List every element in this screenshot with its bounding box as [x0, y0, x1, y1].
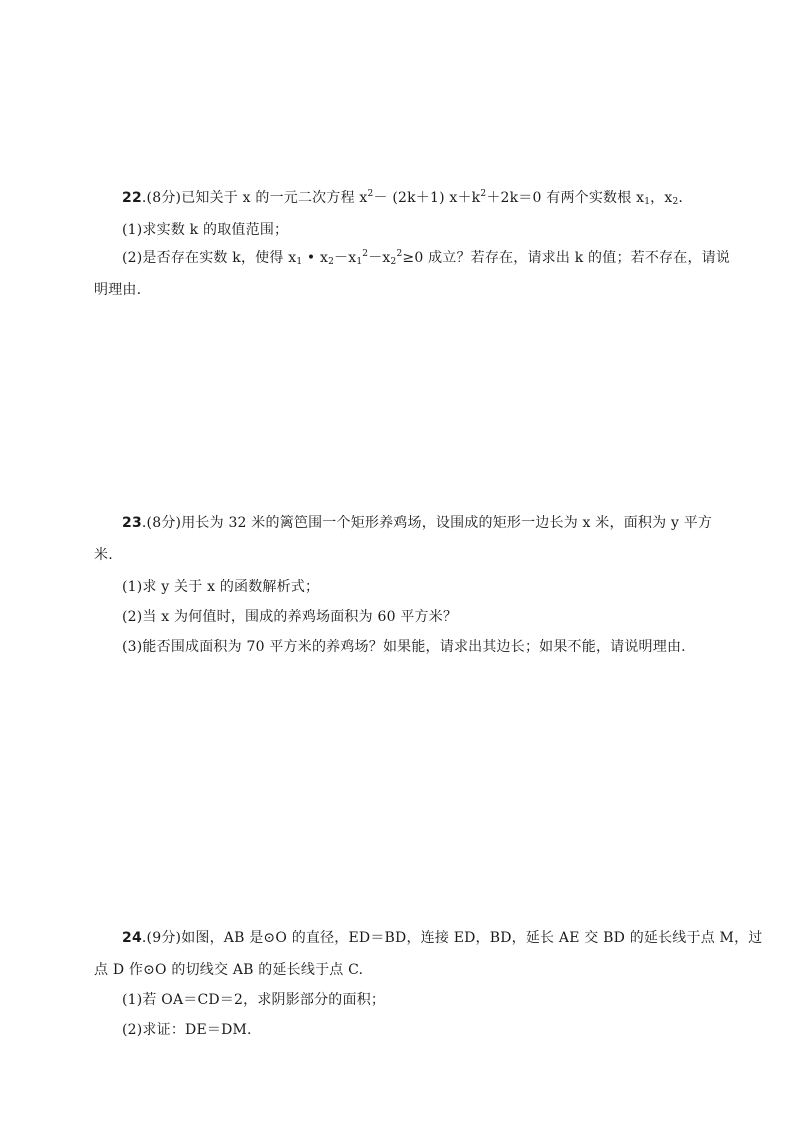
problem-22-stem: 22.(8分)已知关于 x 的一元二次方程 $x^2- (2k+1)$ $x+k^2+2k=0$ 有两个实数根 $x_1$，$x_2$.	[122, 189, 684, 207]
problem-23-stem-cont: 米.	[94, 547, 113, 563]
problem-points: (9分)	[146, 930, 182, 946]
problem-24-part-2: (2)求证：DE＝DM.	[122, 1022, 252, 1038]
problem-24-stem: 24.(9分)如图，AB 是⊙O 的直径，ED＝BD，连接 ED，BD，延长 AE 交 BD 的延长线于点 M，过	[122, 930, 763, 946]
problem-points: (8分)	[146, 190, 182, 206]
problem-number: 24	[122, 930, 142, 946]
problem-23-part-2: (2)当 x 为何值时，围成的养鸡场面积为 60 平方米？	[122, 609, 458, 625]
problem-24-stem-cont: 点 D 作⊙O 的切线交 AB 的延长线于点 C.	[94, 962, 364, 978]
problem-number: 22	[122, 190, 142, 206]
problem-points: (8分)	[146, 515, 182, 531]
problem-22-part-2: (2)是否存在实数 k，使得 $x_1$ • $x_2-x_1^2-x_2^2\ge 0$ 成立？若存在，请求出 k 的值；若不存在，请说	[122, 249, 731, 267]
problem-22-part-1: (1)求实数 k 的取值范围；	[122, 222, 289, 238]
problem-23-stem: 23.(8分)用长为 32 米的篱笆围一个矩形养鸡场，设围成的矩形一边长为 x 米，面积为 y 平方	[122, 515, 713, 531]
problem-23-part-3: (3)能否围成面积为 70 平方米的养鸡场？如果能，请求出其边长；如果不能，请说明理由.	[122, 639, 686, 655]
problem-24-part-1: (1)若 OA＝CD＝2，求阴影部分的面积；	[122, 992, 386, 1008]
problem-22-part-2-cont: 明理由.	[94, 282, 142, 298]
problem-number: 23	[122, 515, 142, 531]
problem-23-part-1: (1)求 y 关于 x 的函数解析式；	[122, 579, 320, 595]
